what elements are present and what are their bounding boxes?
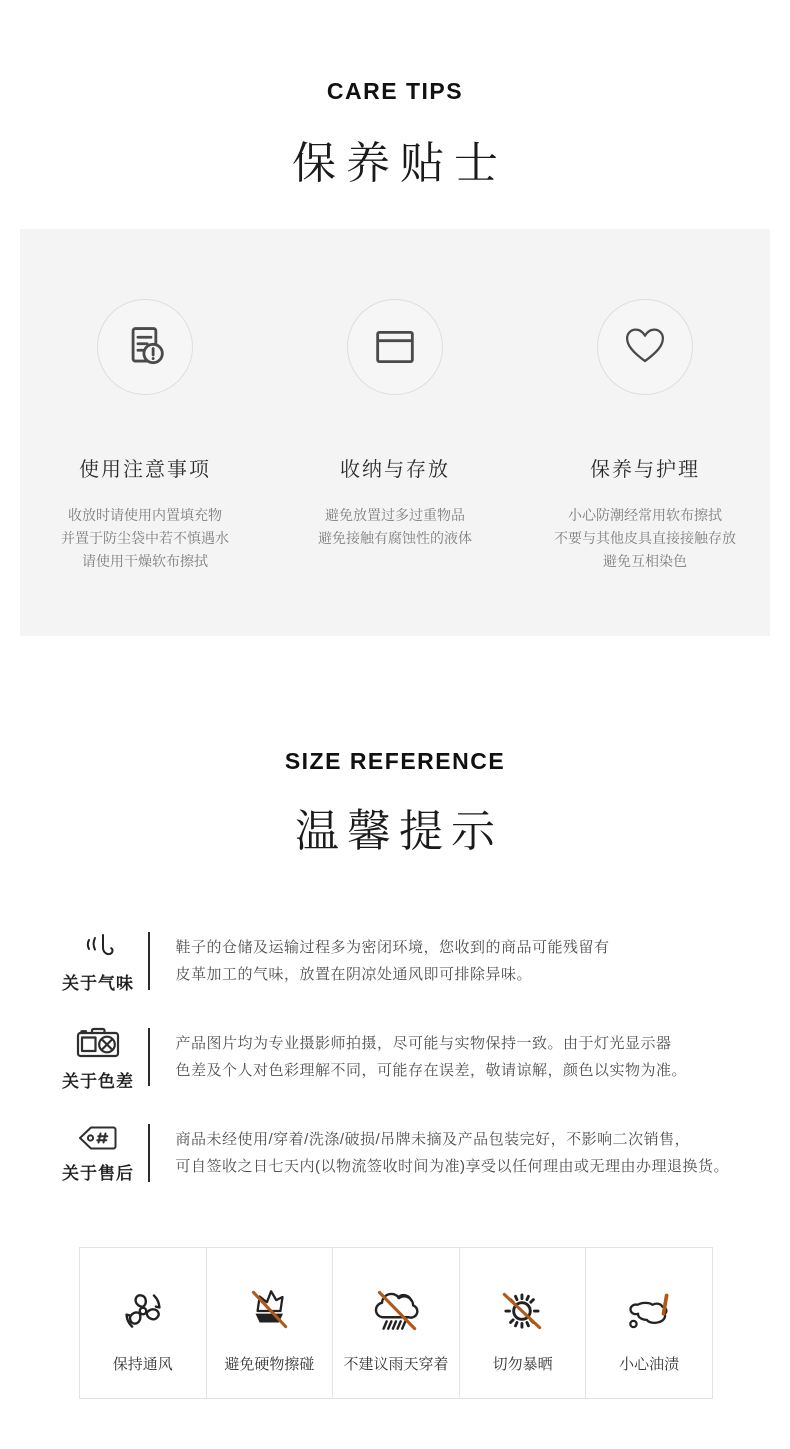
care-circle [97, 299, 193, 395]
care-column-maintenance [520, 299, 770, 636]
notice-box [79, 1247, 713, 1399]
care-body-line: 避免放置过多过重物品 [325, 507, 465, 523]
care-body-line: 请使用干燥软布擦拭 [82, 553, 208, 569]
info-row-left [48, 929, 148, 994]
notice-label: 避免硬物擦碰 [224, 1355, 315, 1373]
fan-icon [116, 1279, 170, 1341]
info-text-line: 色差及个人对色彩理解不同，可能存在误差，敬请谅解，颜色以实物为准。 [175, 1062, 688, 1079]
info-row-text [150, 1126, 730, 1180]
info-row-text [150, 934, 610, 988]
nose-smell-icon [80, 929, 116, 963]
care-column-usage [20, 299, 270, 636]
notice-cell-hard-objects [207, 1248, 334, 1398]
no-hard-objects-icon [242, 1279, 296, 1341]
care-body-line: 收放时请使用内置填充物 [68, 507, 222, 523]
care-column-body [520, 504, 770, 573]
notice-label: 小心油渍 [619, 1355, 680, 1373]
notice-label: 保持通风 [112, 1355, 173, 1373]
care-column-title: 收纳与存放 [340, 459, 450, 481]
info-row-odor [48, 929, 760, 993]
info-text-line: 产品图片均为专业摄影师拍摄，尽可能与实物保持一致。由于灯光显示器 [175, 1035, 672, 1052]
storage-box-icon [369, 321, 421, 373]
care-body-line: 并置于防尘袋中若不慎遇水 [61, 530, 229, 546]
info-row-text [150, 1030, 688, 1084]
size-reference-heading-en: SIZE REFERENCE [284, 748, 506, 774]
camera-icon [75, 1023, 121, 1061]
price-tag-icon [76, 1123, 120, 1153]
no-sun-icon [496, 1279, 550, 1341]
care-column-storage [270, 299, 520, 636]
care-column-body [270, 504, 520, 550]
size-reference-heading-zh: 温馨提示 [295, 807, 503, 856]
notice-cell-oil [586, 1248, 712, 1398]
care-body-line: 不要与其他皮具直接接触存放 [554, 530, 736, 546]
document-alert-icon [119, 321, 171, 373]
care-panel [20, 229, 770, 636]
info-row-left [48, 1023, 148, 1092]
care-circle [347, 299, 443, 395]
oil-stain-icon [621, 1279, 677, 1341]
info-row-left [48, 1123, 148, 1184]
care-tips-heading-zh: 保养贴士 [292, 139, 508, 188]
info-text-line: 可自签收之日七天内(以物流签收时间为准)享受以任何理由或无理由办理退换货。 [175, 1158, 729, 1175]
care-body-line: 避免接触有腐蚀性的液体 [318, 530, 472, 546]
info-text-line: 商品未经使用/穿着/洗涤/破损/吊牌未摘及产品包装完好，不影响二次销售， [175, 1131, 691, 1148]
no-rain-icon [367, 1279, 425, 1341]
notice-label: 不建议雨天穿着 [343, 1355, 449, 1373]
notice-cell-ventilation [80, 1248, 207, 1398]
info-row-label: 关于色差 [62, 1071, 134, 1091]
info-row-color [48, 1025, 760, 1089]
info-row-label: 关于售后 [62, 1163, 134, 1183]
info-rows [48, 929, 760, 1185]
care-body-line: 避免互相染色 [603, 553, 687, 569]
info-text-line: 鞋子的仓储及运输过程多为密闭环境，您收到的商品可能残留有 [175, 939, 610, 956]
info-row-aftersale [48, 1121, 760, 1185]
care-circle [597, 299, 693, 395]
info-row-label: 关于气味 [62, 973, 134, 993]
care-tips-heading-en: CARE TIPS [326, 78, 464, 104]
notice-cell-sun [460, 1248, 587, 1398]
care-column-body [20, 504, 270, 573]
care-body-line: 小心防潮经常用软布擦拭 [568, 507, 722, 523]
heart-icon [619, 321, 671, 373]
care-column-title: 保养与护理 [590, 459, 700, 481]
notice-cell-rain [333, 1248, 460, 1398]
care-column-title: 使用注意事项 [79, 459, 211, 481]
info-text-line: 皮革加工的气味，放置在阴凉处通风即可排除异味。 [175, 966, 533, 983]
notice-label: 切勿暴晒 [492, 1355, 553, 1373]
